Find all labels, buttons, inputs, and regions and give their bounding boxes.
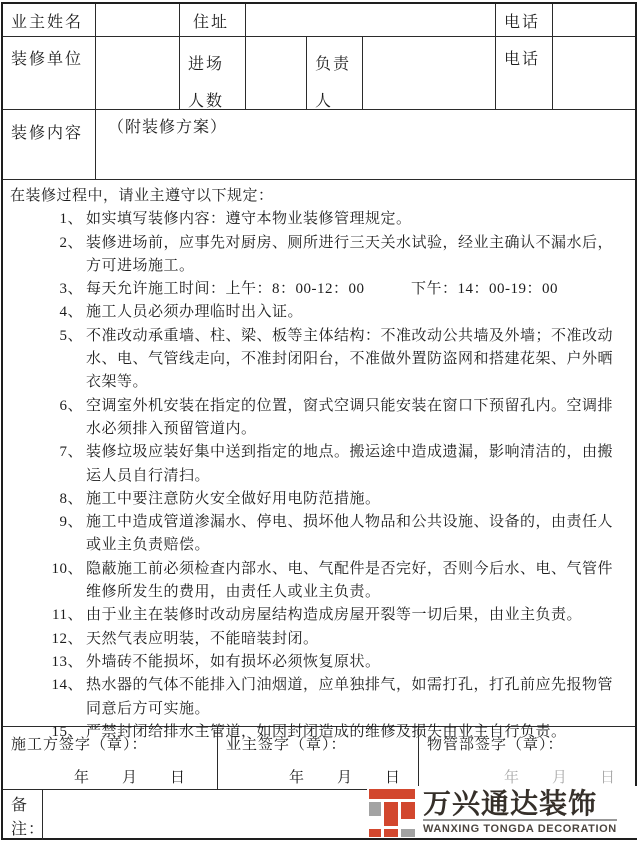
rules-section bbox=[3, 180, 635, 740]
workers-label: 进场 人数 bbox=[188, 56, 225, 110]
phone1-value-cell bbox=[553, 4, 635, 36]
rule-item: 5、 不准改动承重墙、柱、梁、板等主体结构：不准改动公共墙及外墙；不准改动水、电、气管线走向，不准封闭阳台，不准做外置防盗网和搭建花架、户外晒衣架等。 bbox=[59, 327, 614, 391]
content-note: （附装修方案） bbox=[108, 119, 228, 136]
constructor-signature-cell bbox=[3, 727, 218, 789]
owner-name-label: 业主姓名 bbox=[11, 13, 84, 31]
owner-signature-date: 年 月 日 bbox=[289, 770, 402, 786]
form-table bbox=[1, 2, 637, 840]
logo-name-en: WANXING TONGDA DECORATION bbox=[423, 819, 617, 836]
rule-item: 4、 施工人员必须办理临时出入证。 bbox=[59, 304, 304, 321]
property-mgmt-signature-cell bbox=[419, 727, 635, 789]
wanxing-logo-icon bbox=[367, 789, 417, 837]
content-value-cell bbox=[96, 110, 635, 179]
phone2-label: 电话 bbox=[504, 51, 541, 68]
workers-value-cell bbox=[246, 37, 307, 109]
row-company bbox=[3, 37, 635, 110]
phone2-value-cell bbox=[553, 37, 635, 109]
address-label-cell bbox=[180, 4, 246, 36]
phone2-label-cell bbox=[496, 37, 553, 109]
rule-item: 9、 施工中造成管道渗漏水、停电、损坏他人物品和公共设施、设备的，由责任人或业主负责赔偿。 bbox=[59, 514, 614, 554]
logo-text bbox=[423, 789, 617, 836]
rule-item: 15、 严禁封闭给排水主管道，如因封闭造成的维修及损失由业主自行负责。 bbox=[51, 723, 567, 740]
rules-title: 在装修过程中，请业主遵守以下规定： bbox=[10, 188, 274, 204]
phone1-label-cell bbox=[496, 4, 553, 36]
address-label: 住址 bbox=[193, 13, 230, 31]
address-value-cell bbox=[246, 4, 496, 36]
constructor-signature-label: 施工方签字（章）： bbox=[11, 737, 148, 753]
manager-label: 负责 人 bbox=[315, 56, 352, 110]
row-content bbox=[3, 110, 635, 180]
rule-item: 3、 每天允许施工时间：上午：8：00-12：00 下午：14：00-19：00 bbox=[59, 281, 558, 298]
owner-signature-label: 业主签字（章）： bbox=[226, 737, 347, 753]
rule-item: 6、 空调室外机安装在指定的位置，窗式空调只能安装在窗口下预留孔内。空调排水必须排入预留管道内。 bbox=[59, 397, 614, 437]
company-value-cell bbox=[96, 37, 180, 109]
workers-label-cell bbox=[180, 37, 246, 109]
rule-item: 1、 如实填写装修内容：遵守本物业装修管理规定。 bbox=[59, 211, 412, 228]
owner-name-label-cell bbox=[3, 4, 96, 36]
constructor-signature-date: 年 月 日 bbox=[74, 770, 187, 786]
property-mgmt-signature-date: 年 月 日 bbox=[504, 770, 617, 786]
owner-signature-cell bbox=[218, 727, 419, 789]
phone1-label: 电话 bbox=[504, 13, 541, 31]
rule-item: 13、 外墙砖不能损坏，如有损坏必须恢复原状。 bbox=[51, 653, 381, 670]
property-mgmt-signature-label: 物管部签字（章）： bbox=[427, 737, 564, 753]
remarks-label-cell bbox=[3, 790, 46, 840]
manager-value-cell bbox=[363, 37, 496, 109]
rule-item: 12、 天然气表应明装，不能暗装封闭。 bbox=[51, 630, 319, 647]
rule-item: 7、 装修垃圾应装好集中送到指定的地点。搬运途中造成遗漏，影响清洁的，由搬运人员自行清扫。 bbox=[59, 444, 614, 484]
content-label: 装修内容 bbox=[11, 125, 84, 142]
manager-label-cell bbox=[307, 37, 363, 109]
rule-item: 2、 装修进场前，应事先对厨房、厕所进行三天关水试验，经业主确认不漏水后，方可进场施工。 bbox=[59, 234, 614, 274]
rule-item: 8、 施工中要注意防火安全做好用电防范措施。 bbox=[59, 490, 381, 507]
content-label-cell bbox=[3, 110, 96, 179]
signature-row bbox=[3, 727, 635, 790]
remarks-label: 备 注： bbox=[11, 797, 46, 838]
rule-item: 11、 由于业主在装修时改动房屋结构造成房屋开裂等一切后果，由业主负责。 bbox=[52, 607, 583, 624]
logo-name-cn: 万兴通达装饰 bbox=[423, 787, 598, 819]
rule-item: 10、 隐蔽施工前必须检查内部水、电、气配件是否完好，否则今后水、电、气管件维修所发生的费用，由责任人或业主负责。 bbox=[51, 560, 614, 601]
owner-name-value-cell bbox=[96, 4, 180, 36]
row-owner bbox=[3, 4, 635, 37]
company-label-cell bbox=[3, 37, 96, 109]
rule-item: 14、 热水器的气体不能排入门油烟道，应单独排气，如需打孔，打孔前应先报物管同意后方可实施。 bbox=[51, 677, 614, 717]
company-label: 装修单位 bbox=[11, 51, 84, 68]
company-logo bbox=[367, 786, 638, 838]
